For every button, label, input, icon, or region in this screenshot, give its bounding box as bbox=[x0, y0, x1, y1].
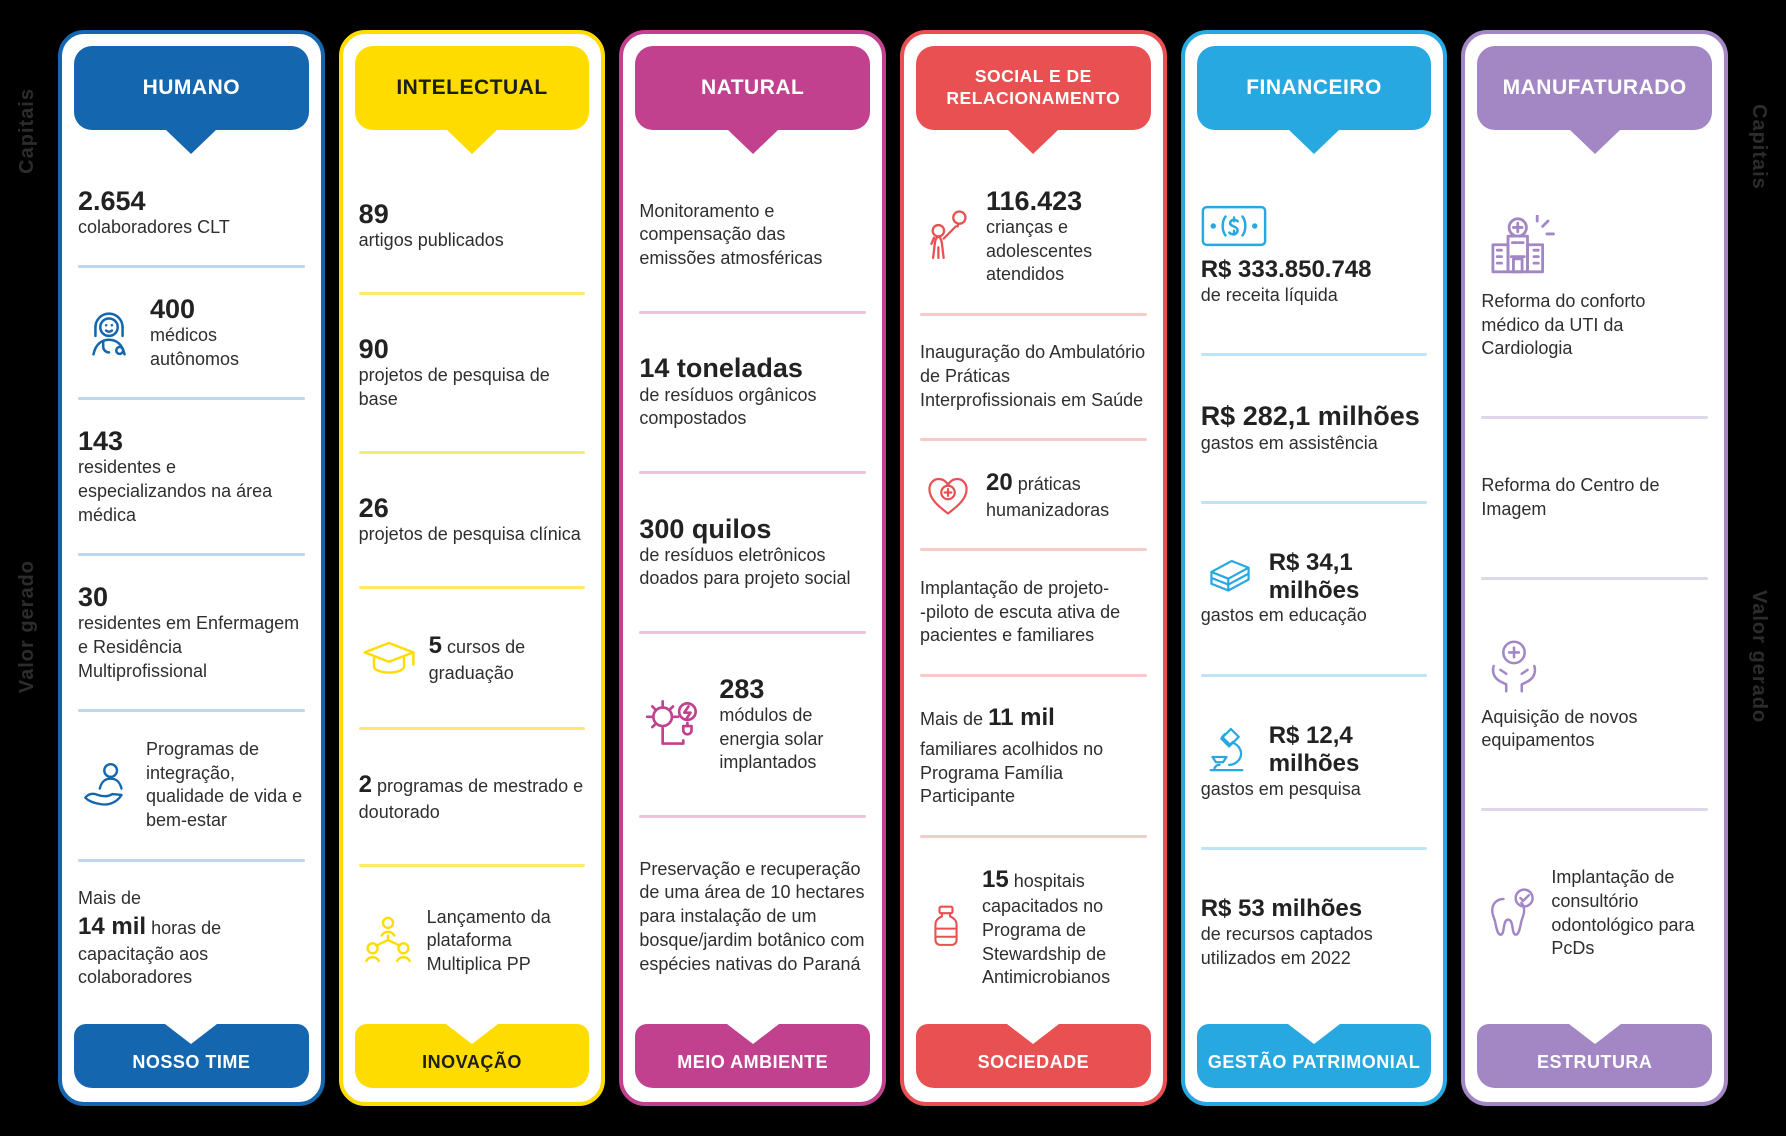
separator bbox=[359, 451, 586, 454]
stat-item bbox=[1201, 549, 1428, 628]
separator bbox=[639, 471, 866, 474]
side-label-capitais-right: Capitais bbox=[1748, 104, 1770, 190]
header-intelectual bbox=[355, 46, 590, 130]
stat-item bbox=[920, 577, 1147, 648]
stat-item bbox=[639, 674, 866, 775]
separator bbox=[1201, 501, 1428, 504]
stat-value: 11 mil bbox=[988, 704, 1055, 732]
hospital-building-icon bbox=[1481, 215, 1561, 281]
stat-item bbox=[920, 467, 1147, 522]
separator bbox=[920, 835, 1147, 838]
footer-intelectual bbox=[355, 1024, 590, 1088]
stat-label: crianças e adolescentes atendidos bbox=[986, 216, 1093, 285]
footer-label: MEIO AMBIENTE bbox=[677, 1052, 829, 1073]
stat-label: médicos autônomos bbox=[150, 325, 240, 370]
stat-item bbox=[1481, 866, 1708, 961]
header-financeiro bbox=[1197, 46, 1432, 130]
stat-label: residentes e especializandos na área médica bbox=[78, 457, 273, 525]
stat-item bbox=[359, 769, 586, 824]
footer-financeiro bbox=[1197, 1024, 1432, 1088]
stat-label: de receita líquida bbox=[1200, 284, 1338, 305]
header-label: SOCIAL E DE RELACIONAMENTO bbox=[946, 66, 1121, 108]
stat-value: 300 quilos bbox=[639, 513, 772, 544]
stat-label: programas de mestrado e doutorado bbox=[358, 776, 584, 822]
stat-value: 5 bbox=[428, 632, 443, 660]
stat-item bbox=[1481, 474, 1708, 522]
stat-label: gastos em educação bbox=[1200, 605, 1367, 626]
footer-label: NOSSO TIME bbox=[132, 1052, 251, 1073]
stat-value: 30 bbox=[78, 582, 109, 613]
card-financeiro bbox=[1181, 30, 1448, 1106]
stat-value: 20 bbox=[986, 469, 1013, 497]
separator bbox=[1481, 808, 1708, 811]
stat-item bbox=[920, 864, 1147, 991]
card-social bbox=[900, 30, 1167, 1106]
footer-label: ESTRUTURA bbox=[1536, 1052, 1653, 1073]
separator bbox=[1201, 353, 1428, 356]
stat-item bbox=[920, 702, 1147, 809]
header-social bbox=[916, 46, 1151, 130]
stat-label: Aquisição de novos equipamentos bbox=[1481, 706, 1638, 751]
banknote-icon bbox=[1201, 205, 1267, 247]
stat-label: familiares acolhidos no Programa Família Participante bbox=[920, 738, 1104, 807]
footer-label: SOCIEDADE bbox=[977, 1052, 1090, 1073]
header-label: FINANCEIRO bbox=[1246, 76, 1382, 99]
stat-item bbox=[920, 341, 1147, 412]
stat-label: Reforma do conforto médico da UTI da Cardiologia bbox=[1481, 290, 1646, 359]
stat-line bbox=[429, 630, 586, 685]
stat-item bbox=[920, 186, 1147, 287]
stat-item bbox=[78, 294, 305, 372]
stat-value: 89 bbox=[358, 199, 389, 230]
separator bbox=[1481, 416, 1708, 419]
stat-value: 2 bbox=[358, 771, 373, 799]
stat-line bbox=[986, 467, 1147, 522]
stat-value: R$ 53 milhões bbox=[1200, 895, 1363, 923]
separator bbox=[1481, 577, 1708, 580]
stat-label: Preservação e recuperação de uma área de 10 hectares para instalação de um bosque/jardim botânico com espécies nativas do Paraná bbox=[639, 858, 865, 974]
stat-item bbox=[359, 199, 586, 253]
separator bbox=[639, 631, 866, 634]
stat-label: de recursos captados utilizados em 2022 bbox=[1200, 923, 1373, 968]
people-network-icon bbox=[359, 912, 417, 970]
content-social bbox=[916, 160, 1151, 1016]
stat-label: de resíduos orgânicos compostados bbox=[639, 384, 817, 429]
stat-label: hospitais capacitados no Programa de Stewardship de Antimicrobianos bbox=[982, 870, 1111, 988]
stat-item bbox=[78, 738, 305, 833]
separator bbox=[920, 438, 1147, 441]
hands-cross-icon bbox=[1481, 635, 1547, 697]
separator bbox=[78, 709, 305, 712]
stat-item bbox=[78, 426, 305, 527]
stat-label: projetos de pesquisa clínica bbox=[358, 524, 581, 545]
stat-line bbox=[982, 864, 1147, 991]
stat-value: 90 bbox=[358, 334, 389, 365]
separator bbox=[1201, 674, 1428, 677]
stat-label: gastos em pesquisa bbox=[1200, 778, 1361, 799]
stat-value: 14 toneladas bbox=[639, 353, 803, 384]
stat-item bbox=[1481, 215, 1708, 361]
stat-label: gastos em assistência bbox=[1200, 432, 1378, 453]
separator bbox=[1201, 847, 1428, 850]
content-intelectual bbox=[355, 160, 590, 1016]
stat-label: Monitoramento e compensação das emissões atmosféricas bbox=[639, 200, 823, 269]
card-natural bbox=[619, 30, 886, 1106]
stat-item bbox=[359, 628, 586, 688]
header-humano bbox=[74, 46, 309, 130]
side-label-valor-gerado-right: Valor gerado bbox=[1748, 590, 1770, 724]
solar-energy-icon bbox=[639, 691, 709, 757]
stat-item bbox=[1481, 635, 1708, 754]
heart-cross-icon bbox=[920, 468, 976, 522]
stat-label: Reforma do Centro de Imagem bbox=[1481, 475, 1660, 519]
stat-label: Implantação de consultório odontológico para PcDs bbox=[1551, 867, 1695, 959]
stat-item bbox=[78, 186, 305, 240]
separator bbox=[359, 586, 586, 589]
stat-item bbox=[639, 858, 866, 977]
header-manufaturado bbox=[1477, 46, 1712, 130]
stat-value: 400 bbox=[150, 294, 196, 325]
stat-label: de resíduos eletrônicos doados para projeto social bbox=[639, 544, 851, 589]
separator bbox=[639, 311, 866, 314]
books-icon bbox=[1201, 550, 1259, 604]
stat-value: R$ 333.850.748 bbox=[1200, 256, 1372, 284]
stat-item bbox=[359, 493, 586, 547]
card-manufaturado bbox=[1461, 30, 1728, 1106]
stat-value: 143 bbox=[78, 426, 124, 457]
stat-item bbox=[1201, 205, 1428, 307]
header-natural bbox=[635, 46, 870, 130]
separator bbox=[920, 548, 1147, 551]
separator bbox=[359, 727, 586, 730]
stat-item bbox=[78, 887, 305, 990]
stat-item bbox=[359, 334, 586, 412]
stat-item bbox=[1201, 401, 1428, 455]
stat-line bbox=[359, 769, 586, 824]
graduation-cap-icon bbox=[359, 628, 419, 688]
side-label-valor-gerado-left: Valor gerado bbox=[16, 560, 38, 694]
separator bbox=[359, 292, 586, 295]
separator bbox=[78, 859, 305, 862]
stat-label: Implantação de projeto- -piloto de escuta ativa de pacientes e familiares bbox=[920, 577, 1121, 646]
stat-value: 116.423 bbox=[986, 185, 1083, 216]
header-label: INTELECTUAL bbox=[396, 76, 548, 99]
stat-item bbox=[639, 514, 866, 592]
footer-humano bbox=[74, 1024, 309, 1088]
stat-value: 2.654 bbox=[78, 185, 146, 216]
content-humano bbox=[74, 160, 309, 1016]
medicine-jar-icon bbox=[920, 897, 972, 957]
stat-value: 26 bbox=[358, 492, 389, 523]
content-financeiro bbox=[1197, 160, 1432, 1016]
stat-label: módulos de energia solar implantados bbox=[719, 704, 824, 773]
stat-value: 283 bbox=[719, 673, 765, 704]
stat-label: Inauguração do Ambulatório de Práticas Interprofissionais em Saúde bbox=[920, 342, 1146, 410]
header-label: MANUFATURADO bbox=[1502, 76, 1687, 99]
stat-value: 14 mil bbox=[78, 913, 147, 940]
stat-label: cursos de graduação bbox=[428, 637, 526, 683]
stat-label: colaboradores CLT bbox=[78, 216, 230, 237]
header-label: HUMANO bbox=[142, 76, 241, 99]
content-natural bbox=[635, 160, 870, 1016]
side-label-capitais-left: Capitais bbox=[16, 88, 38, 174]
separator bbox=[639, 815, 866, 818]
stat-label: projetos de pesquisa de base bbox=[358, 365, 550, 410]
stat-value: R$ 34,1 milhões bbox=[1268, 549, 1360, 604]
tooth-check-icon bbox=[1481, 884, 1541, 944]
card-intelectual bbox=[339, 30, 606, 1106]
footer-manufaturado bbox=[1477, 1024, 1712, 1088]
stat-item bbox=[1201, 722, 1428, 802]
separator bbox=[78, 553, 305, 556]
separator bbox=[359, 864, 586, 867]
separator bbox=[920, 674, 1147, 677]
stat-label: práticas humanizadoras bbox=[986, 474, 1110, 520]
separator bbox=[920, 313, 1147, 316]
child-balloon-icon bbox=[920, 205, 976, 267]
footer-natural bbox=[635, 1024, 870, 1088]
stat-item bbox=[78, 582, 305, 683]
care-hand-icon bbox=[78, 756, 136, 814]
stat-value: R$ 12,4 milhões bbox=[1268, 722, 1360, 777]
stat-label: horas de capacitação aos colaboradores bbox=[78, 918, 222, 988]
doctor-icon bbox=[78, 302, 140, 364]
stat-line bbox=[920, 702, 1147, 734]
stat-prefix: Mais de bbox=[920, 709, 984, 730]
stat-label: artigos publicados bbox=[358, 230, 504, 251]
stat-item bbox=[639, 200, 866, 271]
header-label: NATURAL bbox=[700, 76, 805, 99]
microscope-icon bbox=[1201, 722, 1259, 778]
stat-item bbox=[1201, 895, 1428, 970]
separator bbox=[78, 397, 305, 400]
stat-value: 15 bbox=[982, 865, 1009, 893]
stat-item bbox=[639, 353, 866, 431]
stat-label: residentes em Enfermagem e Residência Multiprofissional bbox=[78, 613, 300, 681]
stat-prefix: Mais de bbox=[78, 888, 142, 909]
footer-label: GESTÃO PATRIMONIAL bbox=[1207, 1052, 1421, 1073]
footer-social bbox=[916, 1024, 1151, 1088]
card-humano bbox=[58, 30, 325, 1106]
separator bbox=[78, 265, 305, 268]
footer-label: INOVAÇÃO bbox=[422, 1052, 522, 1073]
content-manufaturado bbox=[1477, 160, 1712, 1016]
stat-label: Lançamento da plataforma Multiplica PP bbox=[426, 906, 551, 975]
stat-line bbox=[78, 911, 305, 990]
stat-label: Programas de integração, qualidade de vida e bem-estar bbox=[146, 738, 303, 831]
stat-item bbox=[359, 906, 586, 977]
stat-value: R$ 282,1 milhões bbox=[1200, 401, 1420, 432]
